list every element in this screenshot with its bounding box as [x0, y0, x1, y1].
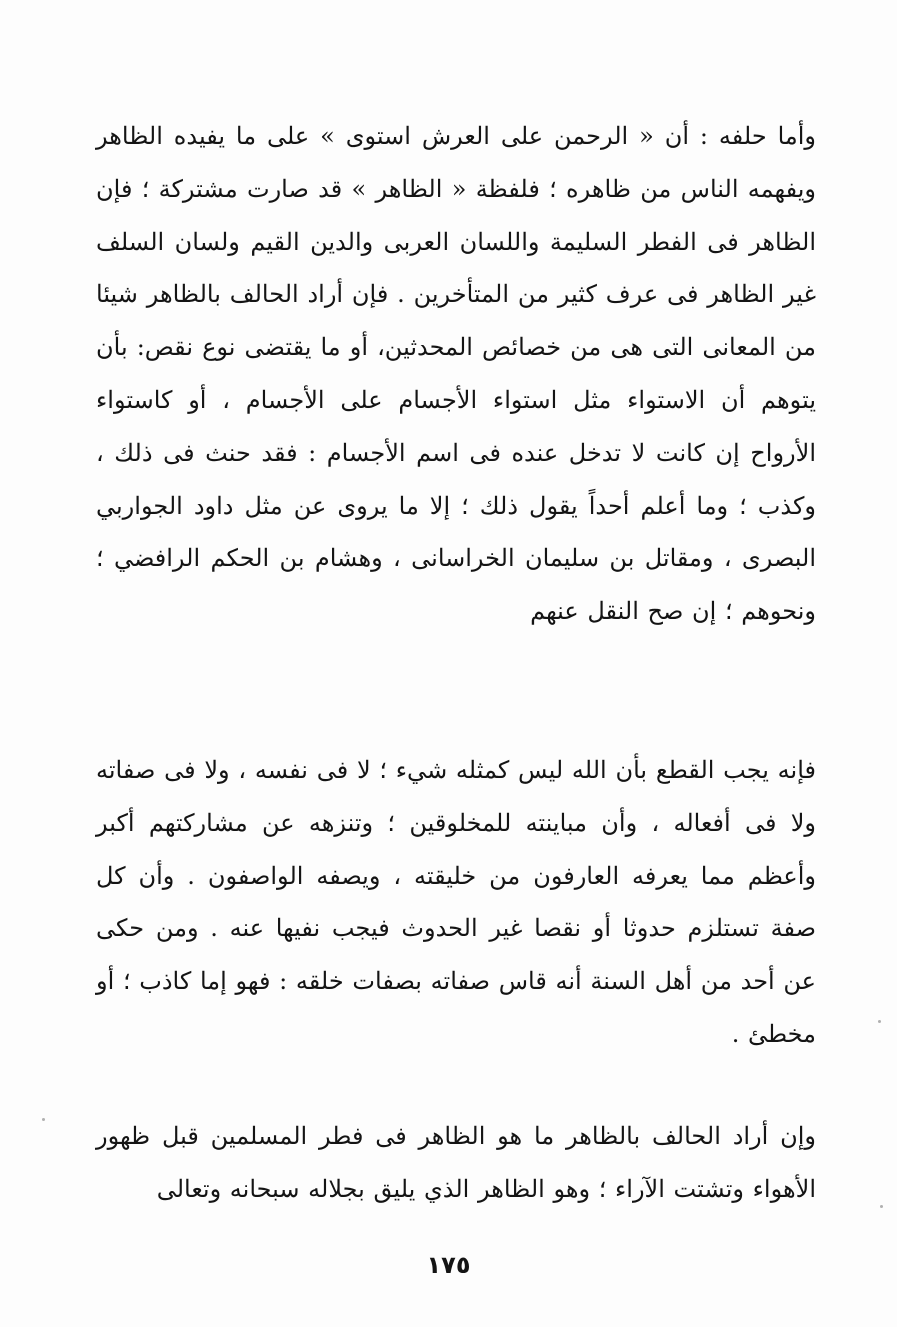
paragraph-3: وإن أراد الحالف بالظاهر ما هو الظاهر فى فطر المسلمين قبل ظهور الأهواء وتشتت الآراء ؛ وهو الظاهر الذي يليق بجلاله سبحانه وتعالى [96, 1122, 816, 1203]
scan-speck [878, 1020, 881, 1023]
paragraph-1: وأما حلفه : أن « الرحمن على العرش استوى » على ما يفيده الظاهر ويفهمه الناس من ظاهره ؛ فلفظة « الظاهر » قد صارت مشتركة ؛ فإن الظاهر فى الفطر السليمة واللسان العربى والدين القيم ولسان السلف غير الظاهر فى عرف كثير من المتأخرين . فإن أراد الحالف بالظاهر شيئا من المعانى التى هى من خصائص المحدثين، أو ما يقتضى نوع نقص: بأن يتوهم أن الاستواء مثل استواء الأجسام على الأجسام ، أو كاستواء الأرواح إن كانت لا تدخل عنده فى اسم الأجسام : فقد حنث فى ذلك ، وكذب ؛ وما أعلم أحداً يقول ذلك ؛ إلا ما يروى عن مثل داود الجواربي البصرى ، ومقاتل بن سليمان الخراسانى ، وهشام بن الحكم الرافضي ؛ ونحوهم ؛ إن صح النقل عنهم [96, 122, 816, 626]
paragraph-2: فإنه يجب القطع بأن الله ليس كمثله شيء ؛ لا فى نفسه ، ولا فى صفاته ولا فى أفعاله ، وأن مباينته للمخلوقين ؛ وتنزهه عن مشاركتهم أكبر وأعظم مما يعرفه العارفون من خليقته ، ويصفه الواصفون . وأن كل صفة تستلزم حدوثا أو نقصا غير الحدوث فيجب نفيها عنه . ومن حكى عن أحد من أهل السنة أنه قاس صفاته بصفات خلقه : فهو إما كاذب ؛ أو مخطئ . [96, 756, 817, 1048]
scan-speck [42, 1118, 45, 1121]
scan-speck [880, 1205, 883, 1208]
page-number: ١٧٥ [426, 1251, 471, 1279]
